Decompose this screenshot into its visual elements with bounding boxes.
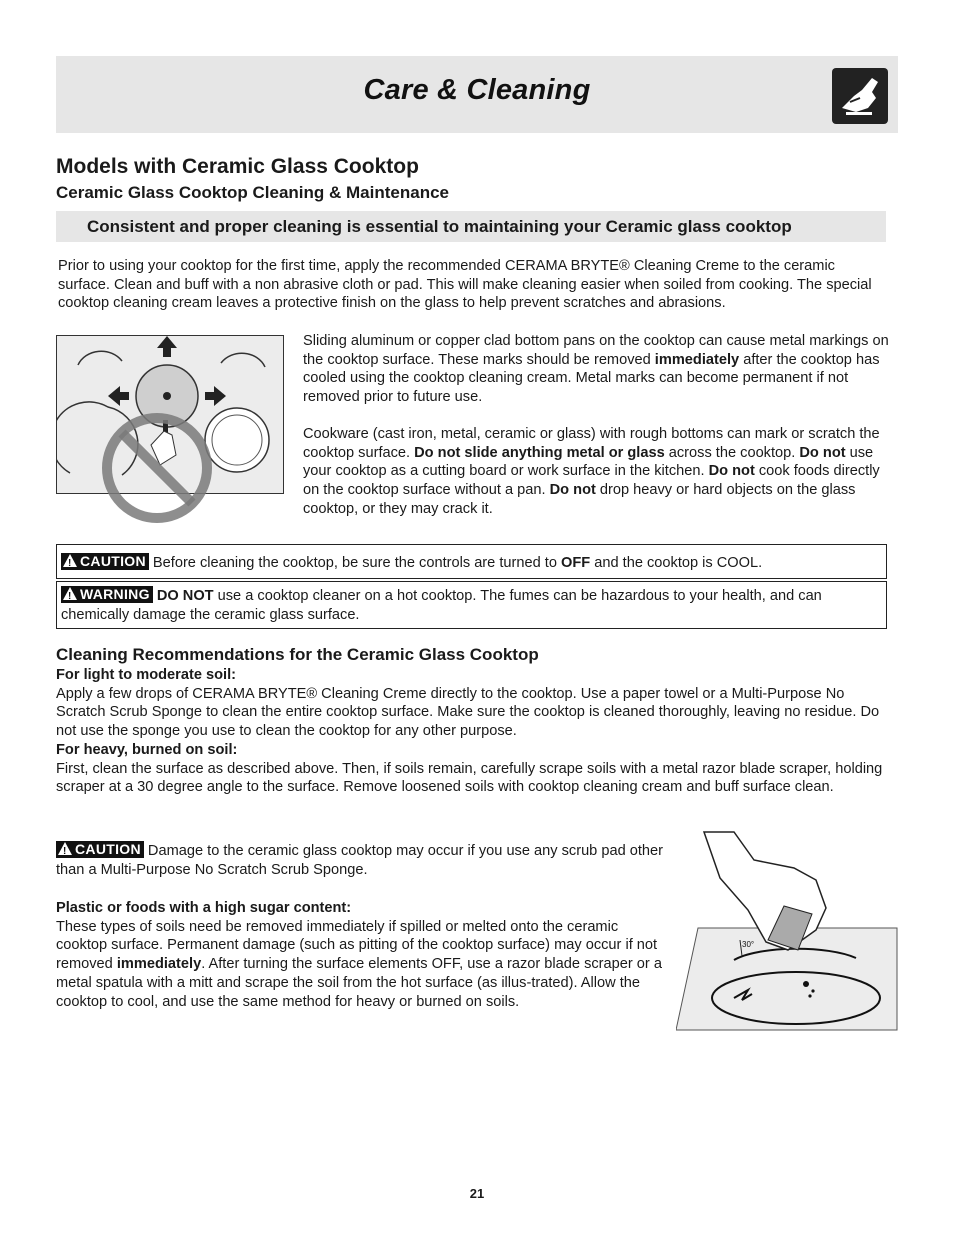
sliding-pans-paragraph: Sliding aluminum or copper clad bottom pans on the cooktop can cause metal markings on the cooktop surface. These marks should be removed immediately after the cooktop has cooled using the cooktop cleaning cream. Metal marks can become permanent if not removed prior to future use. [303,333,889,406]
warning-triangle-icon [58,842,72,855]
warning-triangle-icon [63,554,77,567]
hand-cleaning-icon [832,68,888,124]
caution-box-controls: !CAUTION Before cleaning the cooktop, be sure the controls are turned to OFF and the cooktop is COOL. [56,544,887,579]
heavy-soil-title: For heavy, burned on soil: [56,741,238,758]
warning-box-hot-cooktop: !WARNING DO NOT use a cooktop cleaner on a hot cooktop. The fumes can be hazardous to your health, and can chemically damage the ceramic glass surface. [56,581,887,629]
heavy-soil-text: First, clean the surface as described above. Then, if soils remain, carefully scrape soils with a metal razor blade scraper, holding scraper at a 30 degree angle to the surface. Remove loosened soils with cooktop cleaning cream and buff surface clean. [56,760,883,796]
intro-paragraph: Prior to using your cooktop for the first time, apply the recommended CERAMA BRYTE® Cleaning Creme to the ceramic surface. Clean and buff with a non abrasive cloth or pad. This will make cleaning easier when soiled from cooking. The special cooktop cleaning cream leaves a protective finish on the glass to help prevent scratches and abrasions. [58,258,872,312]
light-soil-title: For light to moderate soil: [56,667,236,683]
scraper-illustration [676,830,898,1032]
angle-label: 30° [742,940,755,949]
recommendations-title: Cleaning Recommendations for the Ceramic Glass Cooktop [56,645,539,664]
page-title: Care & Cleaning [363,74,591,106]
page-number: 21 [469,1186,485,1201]
sugar-title: Plastic or foods with a high sugar content: [56,900,352,916]
cooktop-illustration [56,335,285,525]
header-band [56,56,898,133]
warning-triangle-icon [63,587,77,600]
caution-label: !CAUTION [61,553,149,570]
caution-scrub-pad: !CAUTION Damage to the ceramic glass cooktop may occur if you use any scrub pad other than a Multi-Purpose No Scratch Scrub Sponge. [56,841,668,879]
section-subtitle: Ceramic Glass Cooktop Cleaning & Maintenance [56,183,449,202]
warning-label: !WARNING [61,586,153,603]
banner: Consistent and proper cleaning is essential to maintaining your Ceramic glass cooktop [56,211,886,242]
cookware-paragraph: Cookware (cast iron, metal, ceramic or glass) with rough bottoms can mark or scratch the cooktop surface. Do not slide anything metal or glass across the cooktop. Do not use your cooktop as a cutting board or work surface in the kitchen. Do not cook foods directly on the cooktop surface without a pan. Do not drop heavy or hard objects on the glass cooktop, or they may crack it. [303,426,880,517]
recommendations-body [56,666,890,797]
section-title: Models with Ceramic Glass Cooktop [56,155,419,178]
light-soil-text: Apply a few drops of CERAMA BRYTE® Cleaning Creme directly to the cooktop. Use a paper towel or a Multi-Purpose No Scratch Scrub Sponge to clean the entire cooktop surface. Make sure the cooktop is cleaned thoroughly, leaving no residue. Do not use the sponge you use to clean the cooktop for any other purpose. [56,685,880,740]
sugar-section: Plastic or foods with a high sugar content: These types of soils need be removed immediately if spilled or melted onto the ceramic cooktop surface. Permanent damage (such as pitting of the cooktop surface) may occur if not removed immediately. After turning the surface elements OFF, use a razor blade scraper or a metal spatula with a mitt and scrape the soil from the hot surface (as illus-trated). Allow the cooktop to cool, and use the same method for heavy or burned on soils. [56,900,662,1010]
caution-label: !CAUTION [56,841,144,858]
